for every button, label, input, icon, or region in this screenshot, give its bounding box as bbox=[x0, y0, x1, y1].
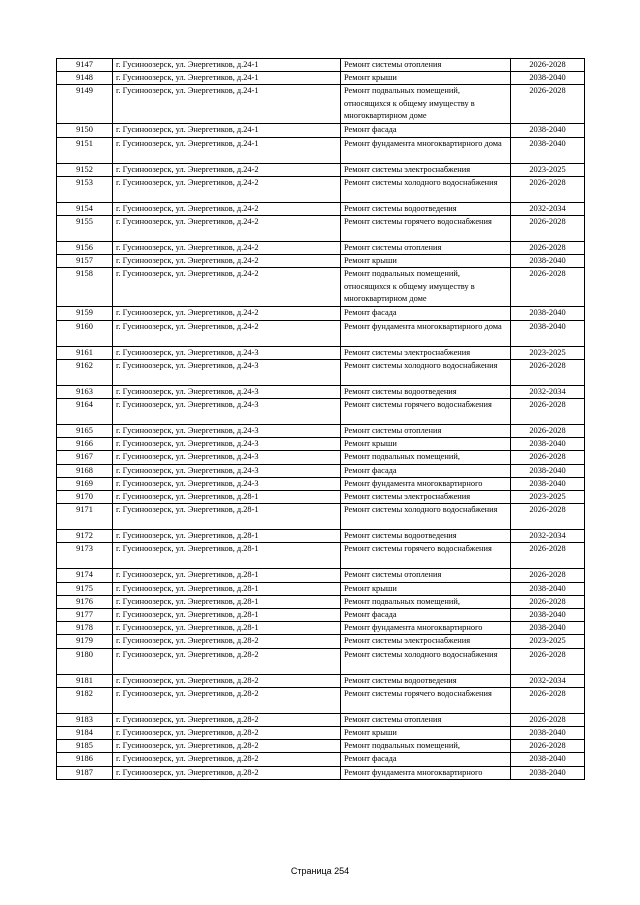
row-address: г. Гусиноозерск, ул. Энергетиков, д.24-2 bbox=[113, 242, 341, 255]
row-period: 2038-2040 bbox=[511, 320, 585, 346]
row-address: г. Гусиноозерск, ул. Энергетиков, д.28-2 bbox=[113, 687, 341, 713]
table-row bbox=[57, 491, 585, 504]
row-number: 9176 bbox=[57, 595, 113, 608]
row-period: 2023-2025 bbox=[511, 163, 585, 176]
row-address: г. Гусиноозерск, ул. Энергетиков, д.24-3 bbox=[113, 385, 341, 398]
table-row bbox=[57, 635, 585, 648]
table-row bbox=[57, 242, 585, 255]
row-period: 2032-2034 bbox=[511, 202, 585, 215]
table-row bbox=[57, 124, 585, 137]
table-row bbox=[57, 320, 585, 346]
row-work-type: Ремонт системы отопления bbox=[341, 425, 511, 438]
row-work-type: Ремонт системы холодного водоснабжения bbox=[341, 504, 511, 530]
row-work-type: Ремонт системы горячего водоснабжения bbox=[341, 543, 511, 569]
row-number: 9185 bbox=[57, 740, 113, 753]
row-period: 2026-2028 bbox=[511, 359, 585, 385]
row-period: 2026-2028 bbox=[511, 648, 585, 674]
table-row bbox=[57, 753, 585, 766]
row-period: 2026-2028 bbox=[511, 59, 585, 72]
row-number: 9171 bbox=[57, 504, 113, 530]
row-work-type: Ремонт системы отопления bbox=[341, 569, 511, 582]
row-period: 2026-2028 bbox=[511, 176, 585, 202]
table-row bbox=[57, 425, 585, 438]
row-address: г. Гусиноозерск, ул. Энергетиков, д.24-2 bbox=[113, 202, 341, 215]
row-address: г. Гусиноозерск, ул. Энергетиков, д.28-1 bbox=[113, 595, 341, 608]
row-number: 9150 bbox=[57, 124, 113, 137]
row-work-type: Ремонт фундамента многоквартирного дома bbox=[341, 320, 511, 346]
row-work-type: Ремонт системы холодного водоснабжения bbox=[341, 176, 511, 202]
row-number: 9173 bbox=[57, 543, 113, 569]
row-period: 2026-2028 bbox=[511, 216, 585, 242]
row-period: 2038-2040 bbox=[511, 137, 585, 163]
row-work-type: Ремонт системы горячего водоснабжения bbox=[341, 687, 511, 713]
table-row bbox=[57, 569, 585, 582]
row-work-type: Ремонт крыши bbox=[341, 727, 511, 740]
row-work-type: Ремонт системы отопления bbox=[341, 242, 511, 255]
row-number: 9169 bbox=[57, 477, 113, 490]
row-period: 2026-2028 bbox=[511, 425, 585, 438]
row-period: 2038-2040 bbox=[511, 255, 585, 268]
row-period: 2038-2040 bbox=[511, 609, 585, 622]
table-row bbox=[57, 464, 585, 477]
row-number: 9161 bbox=[57, 346, 113, 359]
table-row bbox=[57, 451, 585, 464]
works-table bbox=[56, 58, 585, 780]
row-work-type: Ремонт подвальных помещений, bbox=[341, 451, 511, 464]
row-address: г. Гусиноозерск, ул. Энергетиков, д.24-2 bbox=[113, 176, 341, 202]
row-work-type: Ремонт подвальных помещений, относящихся к общему имуществу в многоквартирном доме bbox=[341, 268, 511, 307]
row-period: 2023-2025 bbox=[511, 635, 585, 648]
row-period: 2026-2028 bbox=[511, 569, 585, 582]
row-address: г. Гусиноозерск, ул. Энергетиков, д.28-2 bbox=[113, 674, 341, 687]
row-address: г. Гусиноозерск, ул. Энергетиков, д.28-2 bbox=[113, 753, 341, 766]
row-address: г. Гусиноозерск, ул. Энергетиков, д.24-3 bbox=[113, 346, 341, 359]
row-address: г. Гусиноозерск, ул. Энергетиков, д.24-2 bbox=[113, 255, 341, 268]
row-number: 9168 bbox=[57, 464, 113, 477]
row-period: 2026-2028 bbox=[511, 713, 585, 726]
row-period: 2026-2028 bbox=[511, 687, 585, 713]
table-row bbox=[57, 72, 585, 85]
table-row bbox=[57, 59, 585, 72]
row-number: 9167 bbox=[57, 451, 113, 464]
row-work-type: Ремонт фасада bbox=[341, 124, 511, 137]
table-row bbox=[57, 216, 585, 242]
row-work-type: Ремонт системы водоотведения bbox=[341, 202, 511, 215]
row-period: 2038-2040 bbox=[511, 124, 585, 137]
table-row bbox=[57, 438, 585, 451]
row-period: 2023-2025 bbox=[511, 346, 585, 359]
table-row bbox=[57, 137, 585, 163]
row-address: г. Гусиноозерск, ул. Энергетиков, д.28-2 bbox=[113, 766, 341, 779]
row-address: г. Гусиноозерск, ул. Энергетиков, д.24-1 bbox=[113, 124, 341, 137]
row-work-type: Ремонт подвальных помещений, относящихся к общему имуществу в многоквартирном доме bbox=[341, 85, 511, 124]
table-row bbox=[57, 268, 585, 307]
row-address: г. Гусиноозерск, ул. Энергетиков, д.24-2 bbox=[113, 307, 341, 320]
table-row bbox=[57, 385, 585, 398]
row-address: г. Гусиноозерск, ул. Энергетиков, д.28-1 bbox=[113, 582, 341, 595]
row-address: г. Гусиноозерск, ул. Энергетиков, д.28-1 bbox=[113, 609, 341, 622]
row-work-type: Ремонт системы отопления bbox=[341, 59, 511, 72]
row-address: г. Гусиноозерск, ул. Энергетиков, д.24-1 bbox=[113, 59, 341, 72]
row-number: 9166 bbox=[57, 438, 113, 451]
row-number: 9187 bbox=[57, 766, 113, 779]
row-period: 2038-2040 bbox=[511, 438, 585, 451]
row-number: 9179 bbox=[57, 635, 113, 648]
row-number: 9153 bbox=[57, 176, 113, 202]
row-address: г. Гусиноозерск, ул. Энергетиков, д.24-1 bbox=[113, 85, 341, 124]
row-number: 9162 bbox=[57, 359, 113, 385]
row-number: 9180 bbox=[57, 648, 113, 674]
row-address: г. Гусиноозерск, ул. Энергетиков, д.28-1 bbox=[113, 530, 341, 543]
row-period: 2026-2028 bbox=[511, 268, 585, 307]
row-period: 2038-2040 bbox=[511, 582, 585, 595]
row-work-type: Ремонт подвальных помещений, bbox=[341, 595, 511, 608]
table-row bbox=[57, 609, 585, 622]
row-period: 2038-2040 bbox=[511, 622, 585, 635]
row-number: 9154 bbox=[57, 202, 113, 215]
table-row bbox=[57, 477, 585, 490]
row-number: 9160 bbox=[57, 320, 113, 346]
table-row bbox=[57, 766, 585, 779]
row-period: 2038-2040 bbox=[511, 766, 585, 779]
row-period: 2026-2028 bbox=[511, 543, 585, 569]
row-number: 9178 bbox=[57, 622, 113, 635]
row-work-type: Ремонт фундамента многоквартирного bbox=[341, 766, 511, 779]
row-number: 9172 bbox=[57, 530, 113, 543]
table-row bbox=[57, 648, 585, 674]
table-row bbox=[57, 530, 585, 543]
row-work-type: Ремонт фасада bbox=[341, 464, 511, 477]
row-work-type: Ремонт подвальных помещений, bbox=[341, 740, 511, 753]
row-address: г. Гусиноозерск, ул. Энергетиков, д.28-1 bbox=[113, 491, 341, 504]
row-address: г. Гусиноозерск, ул. Энергетиков, д.24-3 bbox=[113, 464, 341, 477]
row-period: 2032-2034 bbox=[511, 530, 585, 543]
row-address: г. Гусиноозерск, ул. Энергетиков, д.24-3 bbox=[113, 425, 341, 438]
row-period: 2038-2040 bbox=[511, 464, 585, 477]
row-address: г. Гусиноозерск, ул. Энергетиков, д.24-1 bbox=[113, 72, 341, 85]
table-row bbox=[57, 595, 585, 608]
row-number: 9163 bbox=[57, 385, 113, 398]
row-number: 9184 bbox=[57, 727, 113, 740]
row-number: 9164 bbox=[57, 399, 113, 425]
row-number: 9158 bbox=[57, 268, 113, 307]
row-number: 9149 bbox=[57, 85, 113, 124]
row-work-type: Ремонт системы электроснабжения bbox=[341, 163, 511, 176]
table-row bbox=[57, 307, 585, 320]
row-period: 2023-2025 bbox=[511, 491, 585, 504]
table-row bbox=[57, 727, 585, 740]
table-row bbox=[57, 176, 585, 202]
row-number: 9186 bbox=[57, 753, 113, 766]
row-number: 9159 bbox=[57, 307, 113, 320]
table-row bbox=[57, 255, 585, 268]
row-work-type: Ремонт системы отопления bbox=[341, 713, 511, 726]
row-period: 2026-2028 bbox=[511, 451, 585, 464]
row-number: 9181 bbox=[57, 674, 113, 687]
row-work-type: Ремонт крыши bbox=[341, 72, 511, 85]
table-row bbox=[57, 582, 585, 595]
table-row bbox=[57, 85, 585, 124]
table-row bbox=[57, 740, 585, 753]
row-number: 9156 bbox=[57, 242, 113, 255]
row-work-type: Ремонт фасада bbox=[341, 609, 511, 622]
row-work-type: Ремонт системы горячего водоснабжения bbox=[341, 216, 511, 242]
row-number: 9147 bbox=[57, 59, 113, 72]
page-number: Страница 254 bbox=[290, 866, 350, 876]
table-row bbox=[57, 399, 585, 425]
row-work-type: Ремонт системы горячего водоснабжения bbox=[341, 399, 511, 425]
row-period: 2026-2028 bbox=[511, 85, 585, 124]
row-address: г. Гусиноозерск, ул. Энергетиков, д.24-1 bbox=[113, 137, 341, 163]
row-number: 9175 bbox=[57, 582, 113, 595]
row-address: г. Гусиноозерск, ул. Энергетиков, д.24-2 bbox=[113, 216, 341, 242]
row-work-type: Ремонт системы холодного водоснабжения bbox=[341, 359, 511, 385]
row-number: 9174 bbox=[57, 569, 113, 582]
row-period: 2038-2040 bbox=[511, 753, 585, 766]
row-period: 2038-2040 bbox=[511, 477, 585, 490]
table-row bbox=[57, 202, 585, 215]
row-work-type: Ремонт системы холодного водоснабжения bbox=[341, 648, 511, 674]
row-number: 9165 bbox=[57, 425, 113, 438]
row-number: 9155 bbox=[57, 216, 113, 242]
row-work-type: Ремонт фундамента многоквартирного bbox=[341, 477, 511, 490]
row-period: 2032-2034 bbox=[511, 674, 585, 687]
row-address: г. Гусиноозерск, ул. Энергетиков, д.28-2 bbox=[113, 648, 341, 674]
row-number: 9170 bbox=[57, 491, 113, 504]
row-period: 2026-2028 bbox=[511, 242, 585, 255]
row-period: 2026-2028 bbox=[511, 399, 585, 425]
row-address: г. Гусиноозерск, ул. Энергетиков, д.24-2 bbox=[113, 163, 341, 176]
table-row bbox=[57, 359, 585, 385]
row-work-type: Ремонт крыши bbox=[341, 582, 511, 595]
row-period: 2026-2028 bbox=[511, 504, 585, 530]
table-row bbox=[57, 687, 585, 713]
row-address: г. Гусиноозерск, ул. Энергетиков, д.28-1 bbox=[113, 569, 341, 582]
works-table-body bbox=[57, 59, 585, 780]
table-row bbox=[57, 346, 585, 359]
row-address: г. Гусиноозерск, ул. Энергетиков, д.28-2 bbox=[113, 635, 341, 648]
row-address: г. Гусиноозерск, ул. Энергетиков, д.28-2 bbox=[113, 713, 341, 726]
row-work-type: Ремонт фасада bbox=[341, 307, 511, 320]
row-work-type: Ремонт фундамента многоквартирного дома bbox=[341, 137, 511, 163]
row-number: 9177 bbox=[57, 609, 113, 622]
row-address: г. Гусиноозерск, ул. Энергетиков, д.24-3 bbox=[113, 359, 341, 385]
row-number: 9152 bbox=[57, 163, 113, 176]
row-period: 2038-2040 bbox=[511, 727, 585, 740]
row-address: г. Гусиноозерск, ул. Энергетиков, д.24-2 bbox=[113, 268, 341, 307]
row-number: 9151 bbox=[57, 137, 113, 163]
row-period: 2032-2034 bbox=[511, 385, 585, 398]
row-work-type: Ремонт системы электроснабжения bbox=[341, 346, 511, 359]
table-row bbox=[57, 713, 585, 726]
row-period: 2026-2028 bbox=[511, 740, 585, 753]
row-address: г. Гусиноозерск, ул. Энергетиков, д.24-3 bbox=[113, 438, 341, 451]
row-address: г. Гусиноозерск, ул. Энергетиков, д.24-3 bbox=[113, 477, 341, 490]
table-row bbox=[57, 622, 585, 635]
table-row bbox=[57, 674, 585, 687]
row-work-type: Ремонт системы электроснабжения bbox=[341, 491, 511, 504]
row-work-type: Ремонт крыши bbox=[341, 255, 511, 268]
row-work-type: Ремонт крыши bbox=[341, 438, 511, 451]
row-address: г. Гусиноозерск, ул. Энергетиков, д.28-1 bbox=[113, 504, 341, 530]
row-period: 2038-2040 bbox=[511, 307, 585, 320]
table-row bbox=[57, 543, 585, 569]
row-work-type: Ремонт системы электроснабжения bbox=[341, 635, 511, 648]
table-row bbox=[57, 504, 585, 530]
row-work-type: Ремонт фасада bbox=[341, 753, 511, 766]
row-period: 2038-2040 bbox=[511, 72, 585, 85]
row-address: г. Гусиноозерск, ул. Энергетиков, д.24-3 bbox=[113, 399, 341, 425]
row-address: г. Гусиноозерск, ул. Энергетиков, д.28-1 bbox=[113, 543, 341, 569]
row-address: г. Гусиноозерск, ул. Энергетиков, д.28-2 bbox=[113, 740, 341, 753]
row-work-type: Ремонт фундамента многоквартирного bbox=[341, 622, 511, 635]
row-number: 9148 bbox=[57, 72, 113, 85]
row-work-type: Ремонт системы водоотведения bbox=[341, 385, 511, 398]
row-number: 9182 bbox=[57, 687, 113, 713]
row-number: 9183 bbox=[57, 713, 113, 726]
table-row bbox=[57, 163, 585, 176]
row-period: 2026-2028 bbox=[511, 595, 585, 608]
row-address: г. Гусиноозерск, ул. Энергетиков, д.24-3 bbox=[113, 451, 341, 464]
row-address: г. Гусиноозерск, ул. Энергетиков, д.24-2 bbox=[113, 320, 341, 346]
row-work-type: Ремонт системы водоотведения bbox=[341, 530, 511, 543]
row-number: 9157 bbox=[57, 255, 113, 268]
row-address: г. Гусиноозерск, ул. Энергетиков, д.28-2 bbox=[113, 727, 341, 740]
row-address: г. Гусиноозерск, ул. Энергетиков, д.28-1 bbox=[113, 622, 341, 635]
row-work-type: Ремонт системы водоотведения bbox=[341, 674, 511, 687]
